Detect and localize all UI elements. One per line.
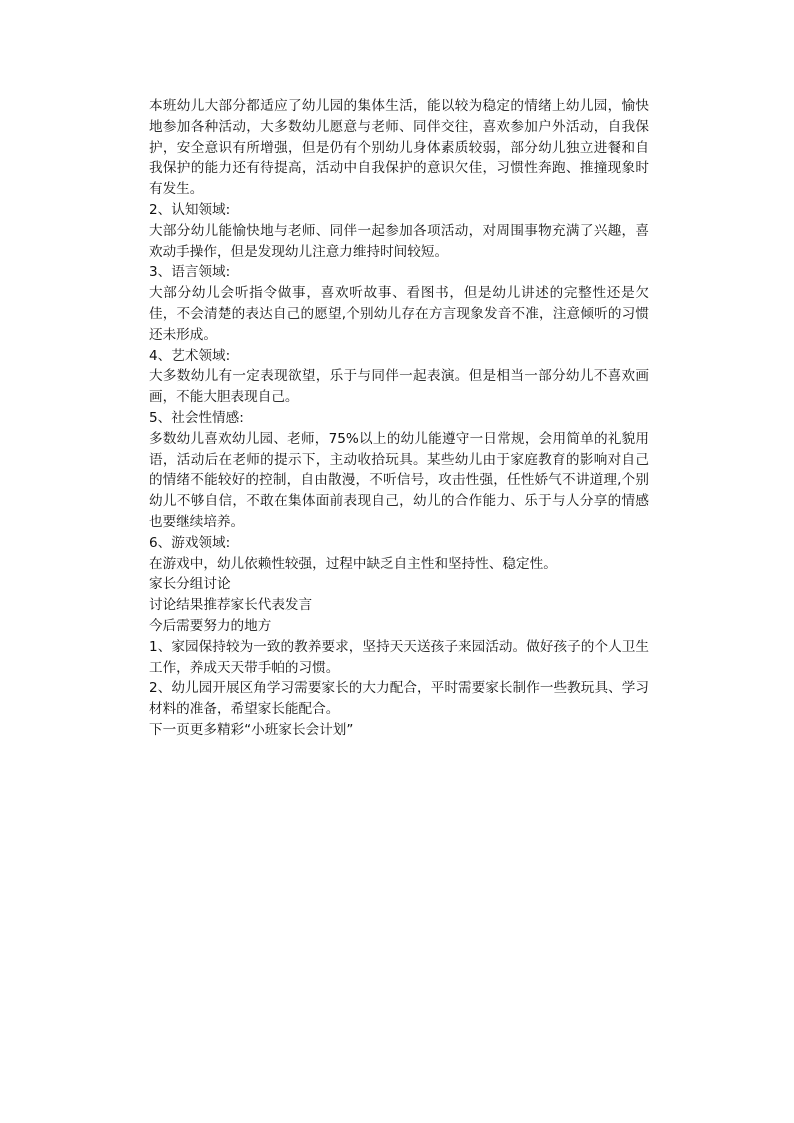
heading-future-efforts: 今后需要努力的地方 [149, 617, 272, 634]
paragraph-art-domain: 大多数幼儿有一定表现欲望，乐于与同伴一起表演。但是相当一部分幼儿不喜欢画画，不能大胆表现自己。 [149, 368, 649, 406]
heading-parent-representative: 讨论结果推荐家长代表发言 [149, 597, 313, 614]
heading-language-domain: 3、语言领域: [149, 264, 231, 281]
paragraph-cognitive-domain: 大部分幼儿能愉快地与老师、同伴一起参加各项活动，对周围事物充满了兴趣，喜欢动手操作，但是发现幼儿注意力维持时间较短。 [149, 222, 649, 260]
next-page-link[interactable]: 下一页更多精彩“小班家长会计划” [149, 721, 354, 738]
heading-parent-group-discussion: 家长分组讨论 [149, 576, 231, 593]
paragraph-future-effort-1: 1、家园保持较为一致的教养要求，坚持天天送孩子来园活动。做好孩子的个人卫生工作，养成天天带手帕的习惯。 [149, 638, 649, 676]
paragraph-class-overview: 本班幼儿大部分都适应了幼儿园的集体生活，能以较为稳定的情绪上幼儿园，愉快地参加各种活动，大多数幼儿愿意与老师、同伴交往，喜欢参加户外活动，自我保护，安全意识有所增强，但是仍有个别幼儿身体素质较弱，部分幼儿独立进餐和自我保护的能力还有待提高，活动中自我保护的意识欠佳，习惯性奔跑、推撞现象时有发生。 [149, 98, 649, 198]
paragraph-future-effort-2: 2、幼儿园开展区角学习需要家长的大力配合，平时需要家长制作一些教玩具、学习材料的准备，希望家长能配合。 [149, 680, 649, 718]
heading-cognitive-domain: 2、认知领域: [149, 201, 231, 218]
heading-art-domain: 4、艺术领域: [149, 347, 231, 364]
heading-game-domain: 6、游戏领域: [149, 534, 231, 551]
paragraph-social-emotion: 多数幼儿喜欢幼儿园、老师，75%以上的幼儿能遵守一日常规，会用简单的礼貌用语，活动后在老师的提示下，主动收拾玩具。某些幼儿由于家庭教育的影响对自己的情绪不能较好的控制，自由散漫，不听信号，攻击性强，任性娇气不讲道理,个别幼儿不够自信，不敢在集体面前表现自己，幼儿的合作能力、乐于与人分享的情感也要继续培养。 [149, 430, 649, 530]
heading-social-emotion: 5、社会性情感: [149, 409, 244, 426]
document-page [149, 96, 649, 741]
paragraph-game-domain: 在游戏中，幼儿依赖性较强，过程中缺乏自主性和坚持性、稳定性。 [149, 555, 557, 572]
paragraph-language-domain: 大部分幼儿会听指令做事，喜欢听故事、看图书，但是幼儿讲述的完整性还是欠佳，不会清楚的表达自己的愿望,个别幼儿存在方言现象发音不准，注意倾听的习惯还未形成。 [149, 285, 649, 343]
